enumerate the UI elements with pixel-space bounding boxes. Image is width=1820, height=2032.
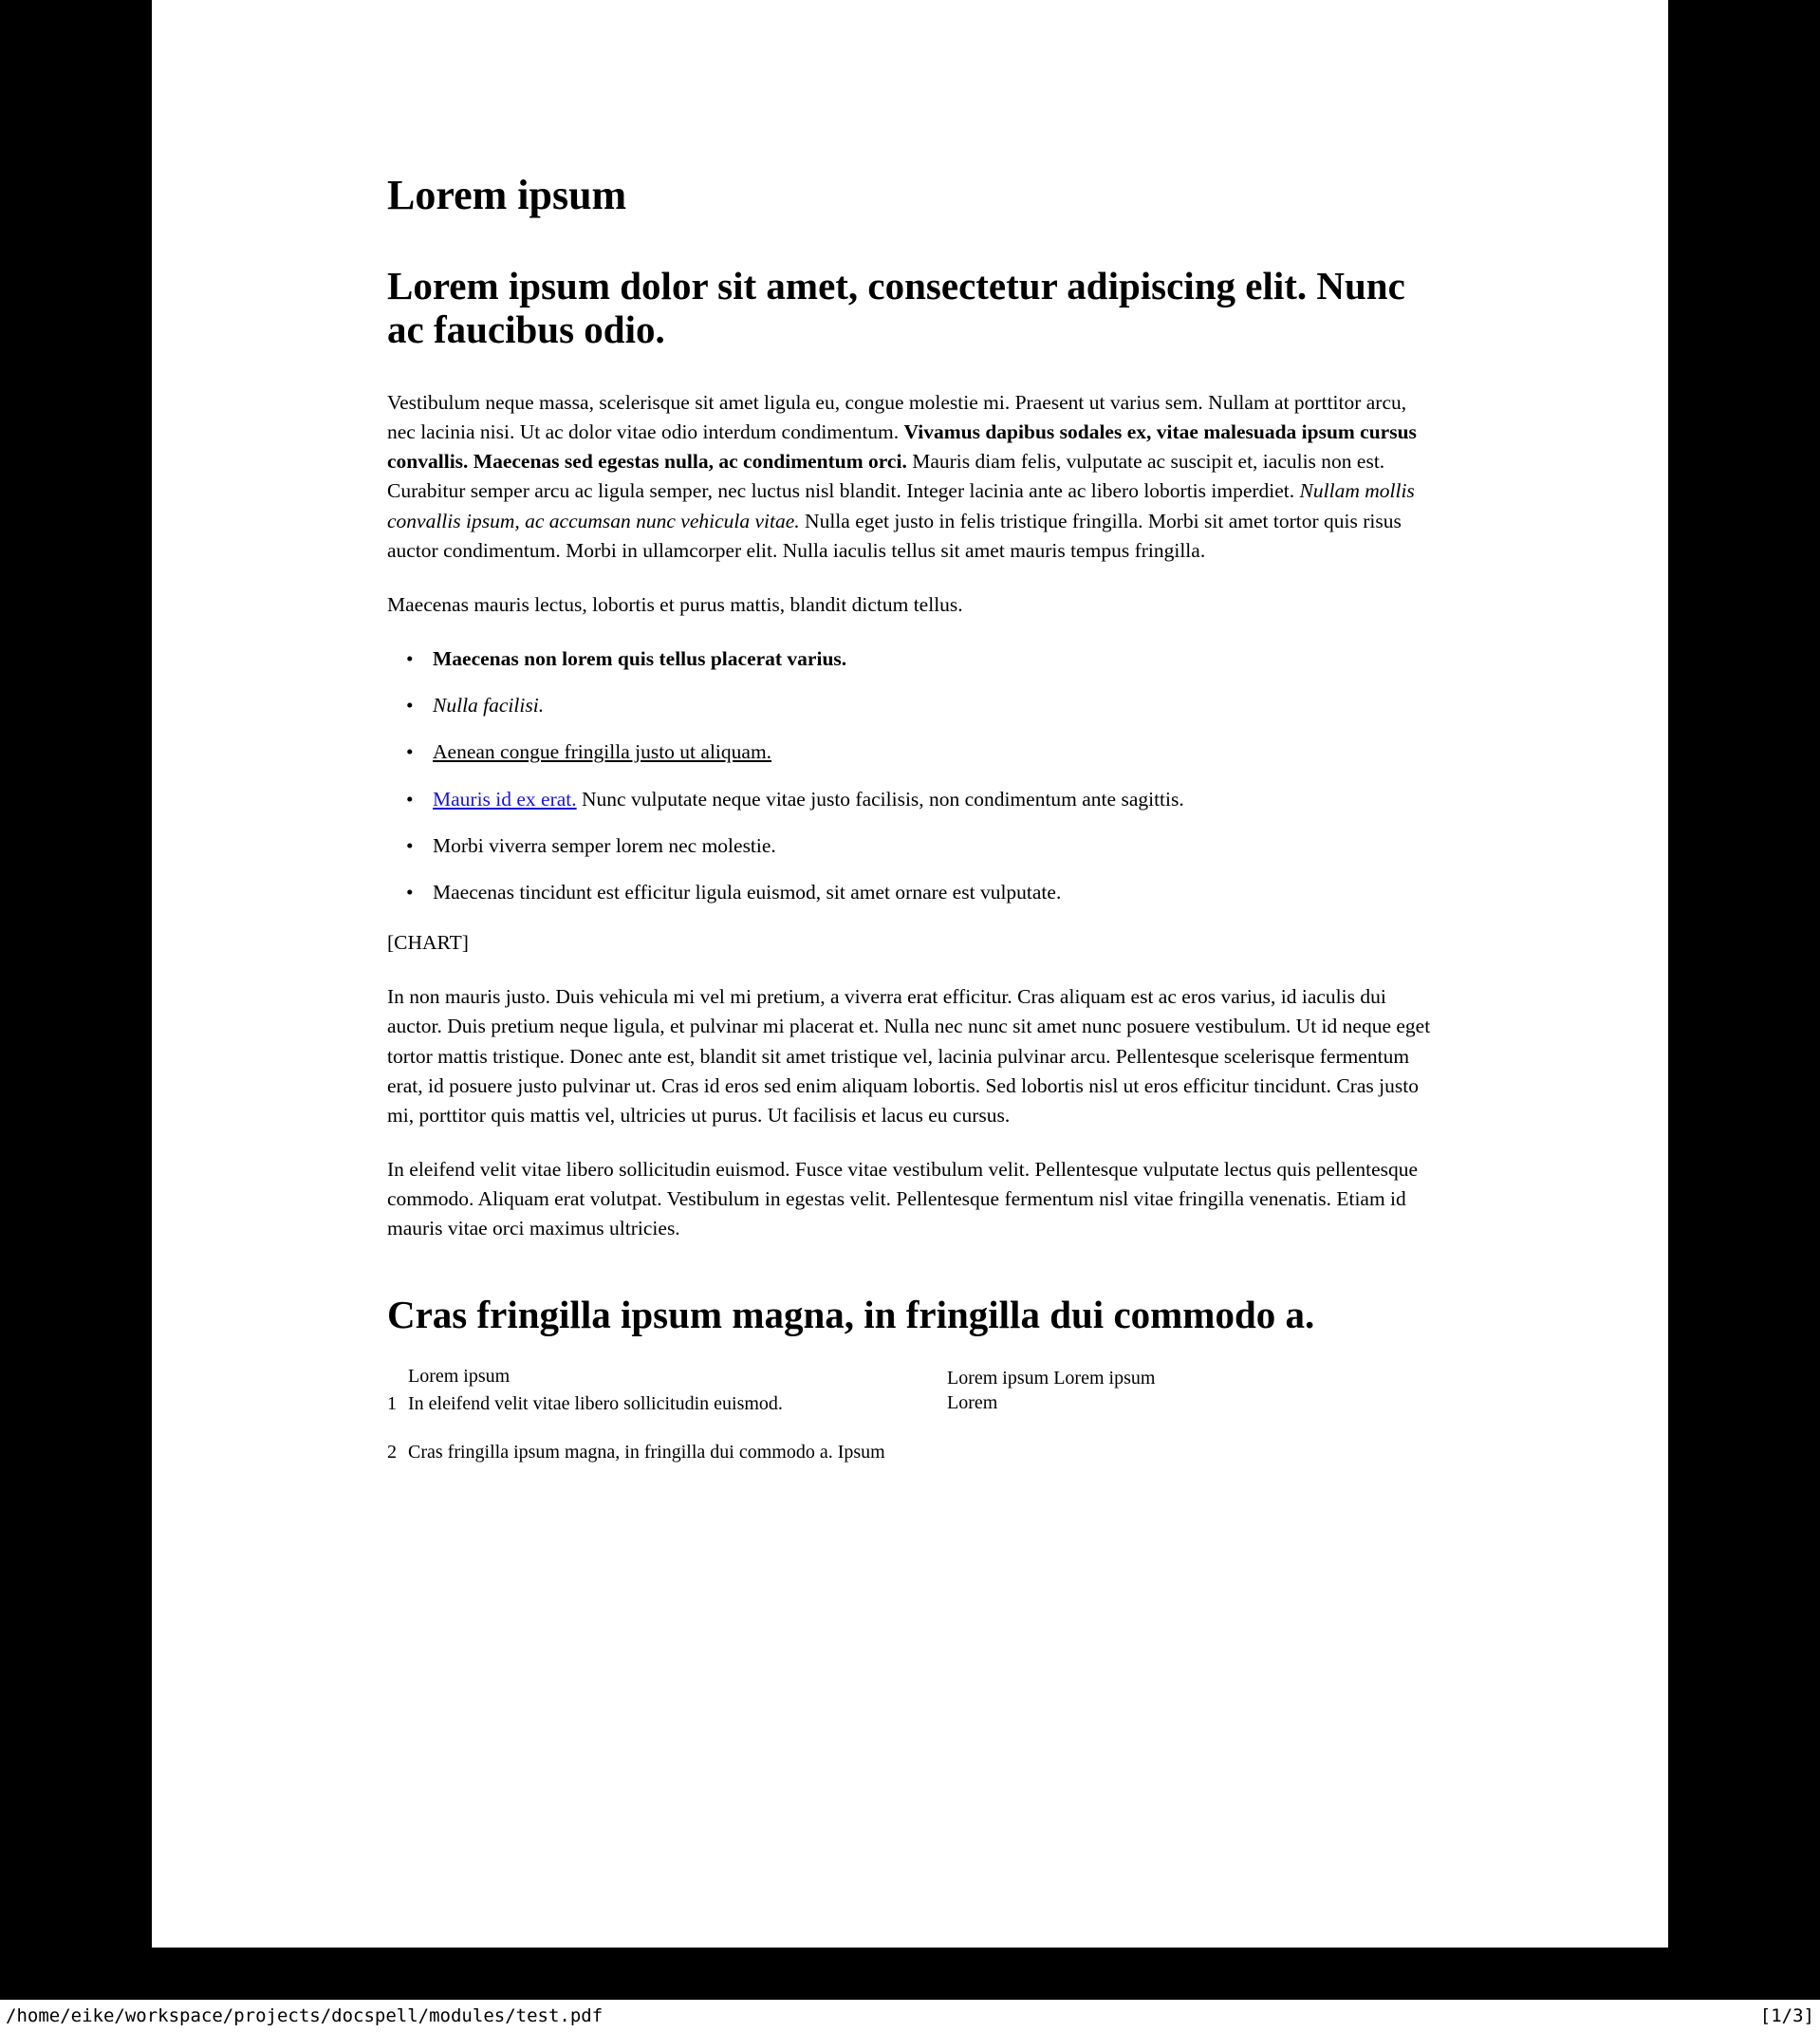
list-item-text: Morbi viverra semper lorem nec molestie. (433, 833, 776, 857)
footer-right-column (947, 1366, 1355, 1416)
section-heading-1: Lorem ipsum dolor sit amet, consectetur adipiscing elit. Nunc ac faucibus odio. (387, 264, 1405, 351)
list-item (433, 691, 1431, 720)
paragraph-1-bold: Vivamus dapibus sodales ex, vitae malesuada ipsum cursus convallis. Maecenas sed egestas nulla, ac condimentum orci. (387, 419, 1417, 474)
status-page-indicator: [1/3] (1759, 2005, 1814, 2026)
pdf-page (152, 0, 1668, 1948)
footer-row2-text: Cras fringilla ipsum magna, in fringilla dui commodo a. Ipsum (408, 1442, 885, 1463)
list-item (433, 878, 1431, 907)
paragraph-1-italic: Nullam mollis convallis ipsum, ac accumsan nunc vehicula vitae. (387, 479, 1415, 532)
list-item-text: Maecenas non lorem quis tellus placerat varius. (433, 647, 847, 671)
footer-left-number: 1 (387, 1392, 397, 1414)
paragraph-3: In non mauris justo. Duis vehicula mi vel mi pretium, a viverra erat efficitur. Cras aliquam est ac eros varius, id iaculis dui auctor. Duis pretium neque ligula, et pulvinar mi placerat et. Nulla nec nunc sit amet nunc posuere vestibulum. Ut id neque eget tortor mattis tristique. Donec ante est, blandit sit amet tristique vel, lacinia pulvinar arcu. Pellentesque scelerisque fermentum erat, id posuere justo pulvinar ut. Cras id eros sed enim aliquam lobortis. Sed lobortis nisl ut eros efficitur tincidunt. Cras justo mi, porttitor quis mattis vel, ultricies ut purus. Ut facilisis et lacus eu cursus. (387, 985, 1431, 1127)
list-item (433, 831, 1431, 861)
list-item-text: Nunc vulputate neque vitae justo facilisis, non condimentum ante sagittis. (576, 787, 1184, 811)
footer-left-line1: Lorem ipsum (408, 1365, 511, 1387)
footer-row-1 (387, 1366, 1431, 1416)
paragraph-1-part1: Vestibulum neque massa, scelerisque sit amet ligula eu, congue molestie mi. Praesent ut varius sem. Nullam at porttitor arcu, nec lacinia nisi. Ut ac dolor vitae odio interdum condimentum. (387, 390, 1407, 443)
page-title: Lorem ipsum (387, 172, 627, 218)
list-item (433, 785, 1431, 814)
footer-right-line1: Lorem ipsum Lorem ipsum (947, 1367, 1156, 1389)
section-heading-2: Cras fringilla ipsum magna, in fringilla dui commodo a. (387, 1292, 1315, 1336)
paragraph-2: Maecenas mauris lectus, lobortis et purus mattis, blandit dictum tellus. (387, 592, 963, 616)
list-item-text: Maecenas tincidunt est efficitur ligula euismod, sit amet ornare est vulputate. (433, 880, 1062, 904)
list-item-text: Aenean congue fringilla justo ut aliquam. (433, 740, 772, 764)
paragraph-1-part2: Mauris diam felis, vulputate ac suscipit et, iaculis non est. Curabitur semper arcu ac ligula semper, nec luctus nisl blandit. Integer lacinia ante ac libero lobortis imperdiet. (387, 450, 1385, 503)
list-item-text: Nulla facilisi. (433, 694, 545, 718)
footer-left-column (387, 1366, 947, 1416)
footer-row2-number: 2 (387, 1442, 397, 1463)
list-item (433, 644, 1431, 674)
paragraph-4: In eleifend velit vitae libero sollicitudin euismod. Fusce vitae vestibulum velit. Pellentesque vulputate lectus quis pellentesque commodo. Aliquam erat volutpat. Vestibulum in egestas velit. Pellentesque fermentum nisl vitae fringilla venenatis. Etiam id mauris vitae orci maximus ultricies. (387, 1158, 1419, 1240)
status-file-path: /home/eike/workspace/projects/docspell/modules/test.pdf (6, 2005, 604, 2026)
footer-row-2 (387, 1442, 1431, 1463)
footer-right-line2: Lorem (947, 1391, 998, 1413)
paragraph-1 (387, 388, 1431, 566)
list-item-link[interactable]: Mauris id ex erat. (433, 787, 577, 811)
footer-block (387, 1366, 1431, 1464)
bullet-list (387, 644, 1431, 907)
footer-left-line2 (387, 1393, 947, 1415)
list-item (433, 737, 1431, 767)
paragraph-1-part3: Nulla eget justo in felis tristique fringilla. Morbi sit amet tortor quis risus auctor condimentum. Morbi in ullamcorper elit. Nulla iaculis tellus sit amet mauris tempus fringilla. (387, 509, 1402, 562)
status-bar (0, 2000, 1820, 2032)
page-content (387, 171, 1431, 1463)
chart-placeholder: [CHART] (387, 931, 469, 955)
footer-left-text: In eleifend velit vitae libero sollicitudin euismod. (408, 1392, 783, 1414)
